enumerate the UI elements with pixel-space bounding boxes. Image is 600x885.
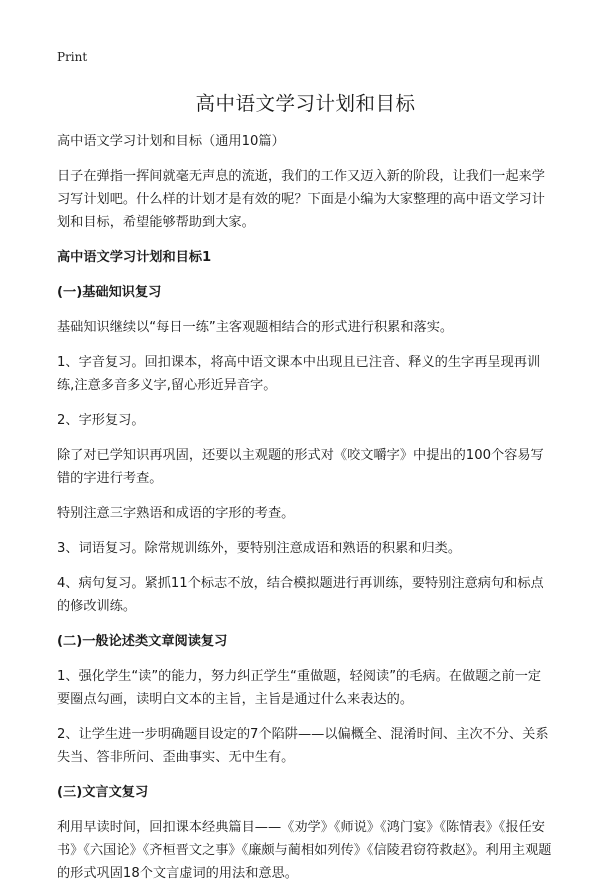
part1-paragraph: 基础知识继续以“每日一练”主客观题相结合的形式进行积累和落实。 xyxy=(57,320,454,335)
document-subtitle: 高中语文学习计划和目标（通用10篇） xyxy=(57,134,285,149)
part2-paragraph: 2、让学生进一步明确题目设定的7个陷阱——以偏概全、混淆时间、主次不分、关系失当、答非所问、歪曲事实、无中生有。 xyxy=(57,727,549,765)
intro-paragraph: 日子在弹指一挥间就毫无声息的流逝，我们的工作又迈入新的阶段，让我们一起来学习写计划吧。什么样的计划才是有效的呢？下面是小编为大家整理的高中语文学习计划和目标，希望能够帮助到大家。 xyxy=(57,169,545,230)
part2-paragraph: 1、强化学生“读”的能力，努力纠正学生“重做题，轻阅读”的毛病。在做题之前一定要圈点勾画，读明白文本的主旨，主旨是通过什么来表达的。 xyxy=(57,669,542,707)
part3-heading: (三)文言文复习 xyxy=(57,785,149,800)
part1-paragraph: 除了对已学知识再巩固，还要以主观题的形式对《咬文嚼字》中提出的100个容易写错的字进行考查。 xyxy=(57,448,544,486)
part1-paragraph: 1、字音复习。回扣课本，将高中语文课本中出现且已注音、释义的生字再呈现再训练,注意多音多义字,留心形近异音字。 xyxy=(57,355,541,393)
section-title: 高中语文学习计划和目标1 xyxy=(57,250,212,265)
part1-paragraph: 3、词语复习。除常规训练外，要特别注意成语和熟语的积累和归类。 xyxy=(57,541,462,556)
part3-paragraph: 利用早读时间，回扣课本经典篇目——《劝学》《师说》《鸿门宴》《陈情表》《报任安书》《六国论》《齐桓晋文之事》《廉颇与蔺相如列传》《信陵君窃符救赵》。利用主观题的形式巩固18个文言虚词的用法和意思。 xyxy=(57,820,552,881)
part1-paragraph: 4、病句复习。紧抓11个标志不放，结合模拟题进行再训练，要特别注意病句和标点的修改训练。 xyxy=(57,576,544,614)
part1-paragraph: 2、字形复习。 xyxy=(57,413,145,428)
print-link[interactable]: Print xyxy=(57,50,88,64)
part1-paragraph: 特别注意三字熟语和成语的字形的考查。 xyxy=(57,506,295,521)
part2-heading: (二)一般论述类文章阅读复习 xyxy=(57,634,228,649)
page-title: 高中语文学习计划和目标 xyxy=(195,92,416,115)
part1-heading: (一)基础知识复习 xyxy=(57,285,162,300)
